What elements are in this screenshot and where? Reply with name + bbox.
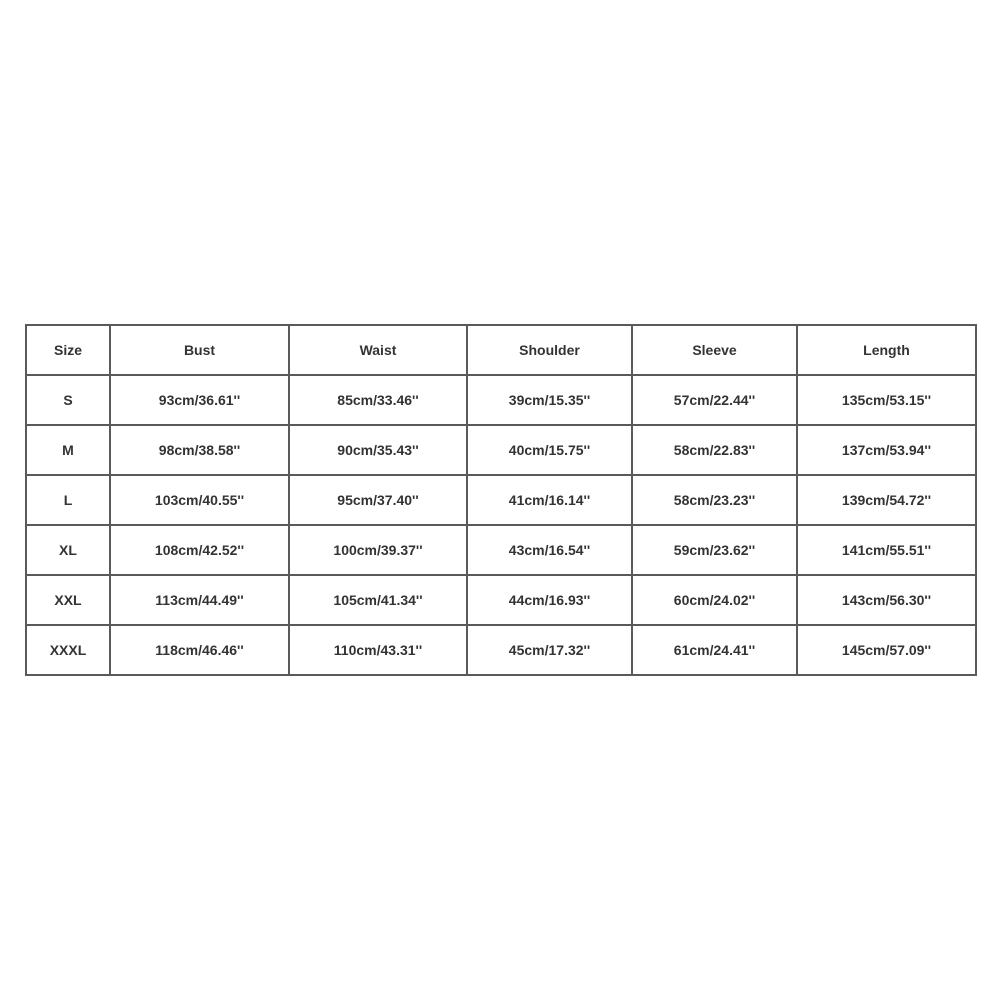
length-cell: 135cm/53.15'' — [797, 375, 976, 425]
waist-cell: 90cm/35.43'' — [289, 425, 467, 475]
shoulder-cell: 41cm/16.14'' — [467, 475, 632, 525]
waist-cell: 95cm/37.40'' — [289, 475, 467, 525]
table-row — [26, 375, 976, 425]
length-cell: 141cm/55.51'' — [797, 525, 976, 575]
length-cell: 139cm/54.72'' — [797, 475, 976, 525]
waist-cell: 100cm/39.37'' — [289, 525, 467, 575]
shoulder-cell: 45cm/17.32'' — [467, 625, 632, 675]
sleeve-cell: 60cm/24.02'' — [632, 575, 797, 625]
header-size: Size — [26, 325, 110, 375]
table-row — [26, 425, 976, 475]
size-cell: L — [26, 475, 110, 525]
bust-cell: 103cm/40.55'' — [110, 475, 289, 525]
size-cell: M — [26, 425, 110, 475]
length-cell: 143cm/56.30'' — [797, 575, 976, 625]
header-length: Length — [797, 325, 976, 375]
bust-cell: 93cm/36.61'' — [110, 375, 289, 425]
sleeve-cell: 61cm/24.41'' — [632, 625, 797, 675]
header-shoulder: Shoulder — [467, 325, 632, 375]
sleeve-cell: 58cm/22.83'' — [632, 425, 797, 475]
sleeve-cell: 58cm/23.23'' — [632, 475, 797, 525]
header-row — [26, 325, 976, 375]
table-row — [26, 475, 976, 525]
shoulder-cell: 39cm/15.35'' — [467, 375, 632, 425]
shoulder-cell: 44cm/16.93'' — [467, 575, 632, 625]
waist-cell: 105cm/41.34'' — [289, 575, 467, 625]
bust-cell: 118cm/46.46'' — [110, 625, 289, 675]
bust-cell: 108cm/42.52'' — [110, 525, 289, 575]
shoulder-cell: 40cm/15.75'' — [467, 425, 632, 475]
size-cell: XL — [26, 525, 110, 575]
bust-cell: 98cm/38.58'' — [110, 425, 289, 475]
bust-cell: 113cm/44.49'' — [110, 575, 289, 625]
size-cell: XXL — [26, 575, 110, 625]
length-cell: 145cm/57.09'' — [797, 625, 976, 675]
length-cell: 137cm/53.94'' — [797, 425, 976, 475]
size-chart-table — [25, 324, 977, 676]
waist-cell: 110cm/43.31'' — [289, 625, 467, 675]
header-bust: Bust — [110, 325, 289, 375]
size-cell: S — [26, 375, 110, 425]
table-row — [26, 575, 976, 625]
header-waist: Waist — [289, 325, 467, 375]
table-row — [26, 525, 976, 575]
table-row — [26, 625, 976, 675]
header-sleeve: Sleeve — [632, 325, 797, 375]
sleeve-cell: 59cm/23.62'' — [632, 525, 797, 575]
size-cell: XXXL — [26, 625, 110, 675]
shoulder-cell: 43cm/16.54'' — [467, 525, 632, 575]
sleeve-cell: 57cm/22.44'' — [632, 375, 797, 425]
waist-cell: 85cm/33.46'' — [289, 375, 467, 425]
